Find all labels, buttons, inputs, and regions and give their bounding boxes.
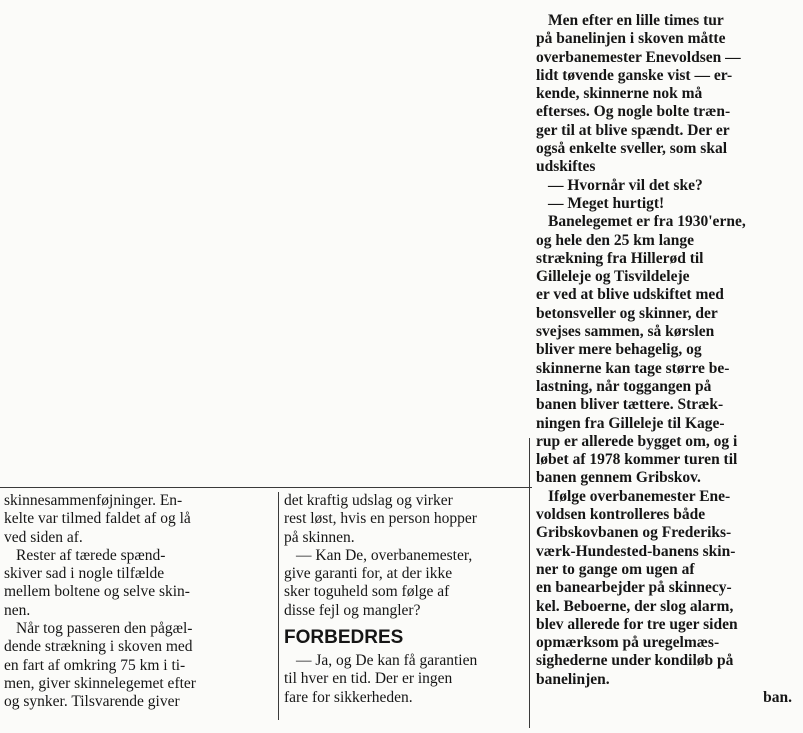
text-line: lastning, når toggangen på bbox=[536, 377, 712, 395]
text-line: på skinnen. bbox=[284, 528, 355, 546]
article-column-right bbox=[536, 12, 792, 707]
text-line: — Meget hurtigt! bbox=[548, 194, 665, 212]
text-line: voldsen kontrolleres både bbox=[536, 506, 706, 524]
column-rule-right bbox=[529, 438, 530, 728]
text-line: en fart af omkring 75 km i ti- bbox=[4, 656, 186, 674]
text-line: rest løst, hvis en person hopper bbox=[284, 510, 477, 528]
text-line: skinnerne kan tage større be- bbox=[536, 359, 730, 377]
text-line: Men efter en lille times tur bbox=[548, 12, 724, 29]
text-line: strækning fra Hillerød til bbox=[536, 249, 704, 267]
text-line: er ved at blive udskiftet med bbox=[536, 286, 724, 304]
text-line: overbanemester Enevoldsen — bbox=[536, 48, 741, 66]
subheading: FORBEDRES bbox=[284, 627, 404, 649]
text-line: betonsveller og skinner, der bbox=[536, 304, 718, 322]
text-line: men, giver skinnelegemet efter bbox=[4, 674, 196, 692]
text-line: Gribskovbanen og Frederiks- bbox=[536, 524, 732, 542]
column-rule-top bbox=[0, 487, 532, 488]
column-rule-left bbox=[278, 492, 279, 720]
text-line: en banearbejder på skinnecy- bbox=[536, 579, 732, 597]
text-line: og hele den 25 km lange bbox=[536, 231, 695, 249]
byline: ban. bbox=[763, 688, 792, 706]
text-line: lidt tøvende ganske vist — er- bbox=[536, 66, 733, 84]
text-line: disse fejl og mangler? bbox=[284, 601, 421, 619]
text-line: også enkelte sveller, som skal bbox=[536, 140, 728, 158]
text-line: Gilleleje og Tisvildeleje bbox=[536, 268, 690, 286]
text-line: Banelegemet er fra 1930'erne, bbox=[548, 213, 746, 231]
text-line: sker toguheld som følge af bbox=[284, 583, 450, 601]
text-line: til hver en tid. Der er ingen bbox=[284, 670, 453, 688]
text-line: Rester af tærede spænd- bbox=[16, 546, 166, 564]
article-column-middle bbox=[284, 492, 528, 707]
text-line: svejses sammen, så kørslen bbox=[536, 323, 715, 341]
text-line: rup er allerede bygget om, og i bbox=[536, 432, 738, 450]
text-line: — Ja, og De kan få garantien bbox=[296, 652, 478, 670]
text-line: banen gennem Gribskov. bbox=[536, 469, 701, 487]
text-line: banen bliver tættere. Stræk- bbox=[536, 396, 724, 414]
text-line: og synker. Tilsvarende giver bbox=[4, 693, 180, 711]
text-line: skiver sad i nogle tilfælde bbox=[4, 565, 165, 583]
text-line: blev allerede for tre uger siden bbox=[536, 615, 738, 633]
text-line: kelte var tilmed faldet af og lå bbox=[4, 510, 191, 528]
text-line: fare for sikkerheden. bbox=[284, 688, 413, 706]
text-line: opmærksom på uregelmæs- bbox=[536, 634, 720, 652]
text-line: løbet af 1978 kommer turen til bbox=[536, 451, 738, 469]
text-line: ner to gange om ugen af bbox=[536, 560, 695, 578]
text-line: dende strækning i skoven med bbox=[4, 638, 193, 656]
text-line: skinnesammenføjninger. En- bbox=[4, 492, 183, 509]
text-line: kende, skinnerne nok må bbox=[536, 85, 703, 103]
text-line: ger til at blive spændt. Der er bbox=[536, 121, 730, 139]
text-line: give garanti for, at der ikke bbox=[284, 565, 453, 583]
text-line: ningen fra Gilleleje til Kage- bbox=[536, 414, 725, 432]
text-line: nen. bbox=[4, 601, 31, 619]
text-line: ved siden af. bbox=[4, 528, 83, 546]
text-line: sighederne under kondiløb på bbox=[536, 652, 734, 670]
text-line: udskiftes bbox=[536, 158, 596, 176]
text-line: Når tog passeren den pågæl- bbox=[16, 620, 193, 638]
text-line: banelinjen. bbox=[536, 670, 610, 688]
text-line: kel. Beboerne, der slog alarm, bbox=[536, 597, 734, 615]
text-line: — Kan De, overbanemester, bbox=[296, 546, 473, 564]
text-line: — Hvornår vil det ske? bbox=[548, 176, 703, 194]
text-line: værk-Hundested-banens skin- bbox=[536, 542, 736, 560]
text-line: bliver mere behagelig, og bbox=[536, 341, 702, 359]
text-line: på banelinjen i skoven måtte bbox=[536, 30, 726, 48]
text-line: Ifølge overbanemester Ene- bbox=[548, 487, 731, 505]
text-line: mellem boltene og selve skin- bbox=[4, 583, 190, 601]
text-line: det kraftig udslag og virker bbox=[284, 492, 453, 509]
text-line: efterses. Og nogle bolte træn- bbox=[536, 103, 731, 121]
article-column-left bbox=[4, 492, 272, 712]
